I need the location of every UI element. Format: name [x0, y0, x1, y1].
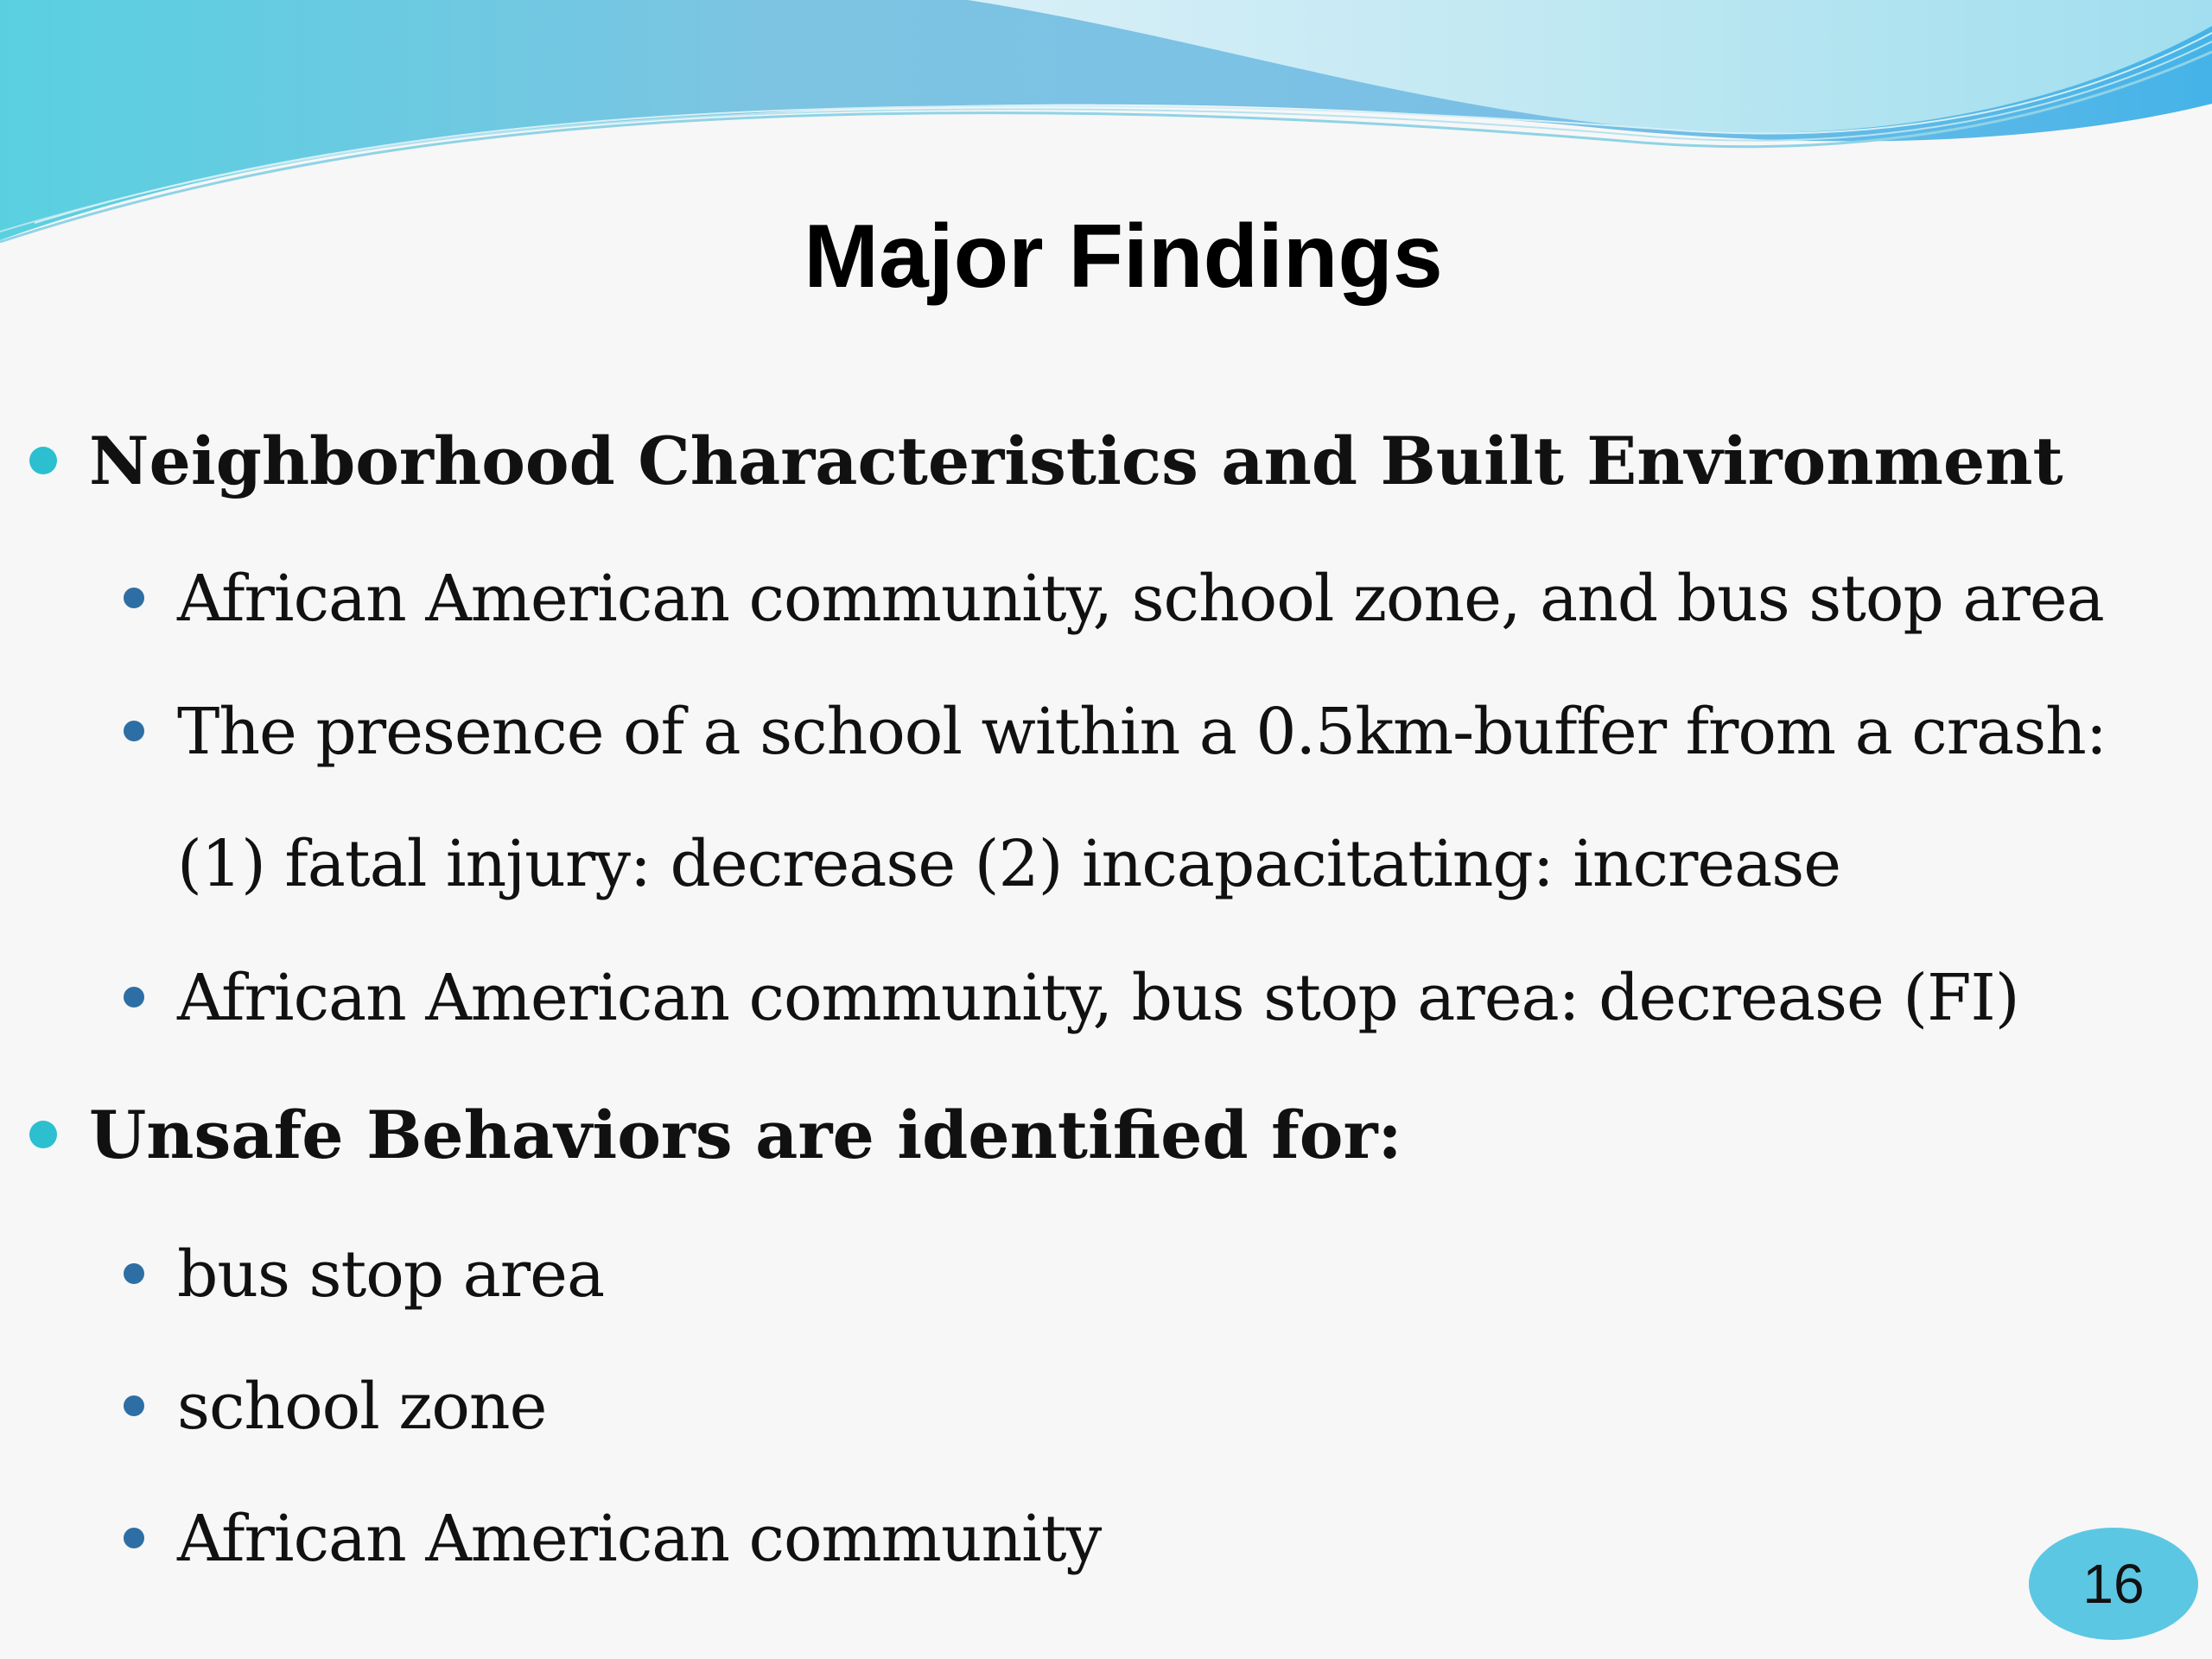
level2-bullet-icon: [124, 721, 144, 741]
slide-title: Major Findings: [804, 207, 1443, 307]
level2-bullet-icon: [124, 1528, 144, 1548]
list-item: The presence of a school within a 0.5km-buffer from a crash:: [177, 695, 2107, 769]
list-item-continuation: (1) fatal injury: decrease (2) incapacitating: increase: [177, 827, 1841, 901]
level2-bullet-icon: [124, 1395, 144, 1416]
level2-bullet-icon: [124, 588, 144, 608]
list-item: African American community: [177, 1502, 1102, 1576]
level2-bullet-icon: [124, 1263, 144, 1284]
list-item: African American community, school zone, and bus stop area: [177, 562, 2104, 636]
section-heading-built-environment: Neighborhood Characteristics and Built Environment: [89, 423, 2063, 499]
level2-bullet-icon: [124, 987, 144, 1007]
level1-bullet-icon: [29, 1121, 57, 1148]
section-heading-unsafe-behaviors: Unsafe Behaviors are identified for:: [89, 1096, 1402, 1173]
level1-bullet-icon: [29, 447, 57, 474]
page-number: 16: [2082, 1553, 2145, 1615]
list-item: school zone: [177, 1370, 547, 1444]
list-item: bus stop area: [177, 1237, 605, 1312]
list-item: African American community, bus stop area: decrease (FI): [177, 961, 2019, 1035]
